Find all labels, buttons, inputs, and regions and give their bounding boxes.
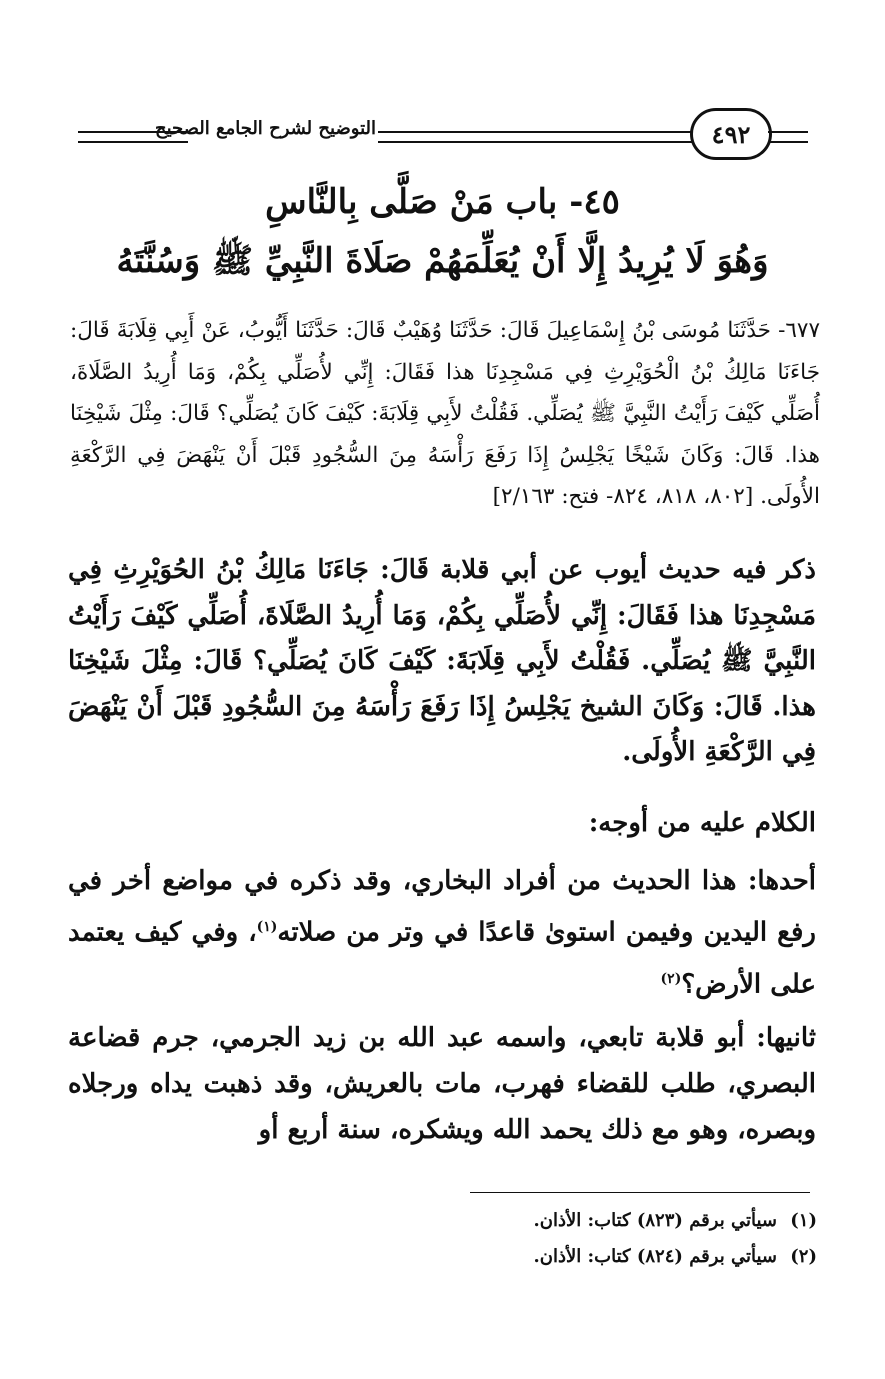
hadith-text: ٦٧٧- حَدَّثَنَا مُوسَى بْنُ إِسْمَاعِيلَ قَالَ: حَدَّثَنَا وُهَيْبٌ قَالَ: حَدَّثَنَا أَيُّوبُ، عَنْ أَبِي قِلَابَةَ قَالَ: جَاءَنَا مَالِكُ بْنُ الْحُوَيْرِثِ فِي مَسْجِدِنَا هذا فَقَالَ: إِنِّي لأُصَلِّي بِكُمْ، وَمَا أُرِيدُ الصَّلَاةَ، أُصَلِّي كَيْفَ رَأَيْتُ النَّبِيَّ ﷺ يُصَلِّي. فَقُلْتُ لأَبِي قِلَابَةَ: كَيْفَ كَانَ يُصَلِّي؟ قَالَ: مِثْلَ شَيْخِنَا هذا. قَالَ: وَكَانَ شَيْخًا يَجْلِسُ إِذَا رَفَعَ رَأْسَهُ مِنَ السُّجُودِ قَبْلَ أَنْ يَنْهَضَ فِي الرَّكْعَةِ الأُولَى. [٨٠٢، ٨١٨، ٨٢٤- فتح: ٢/١٦٣] (70, 318, 820, 509)
header-rule-right (768, 131, 808, 143)
page-number: ٤٩٢ (690, 108, 772, 160)
footnote-number: (٢) (790, 1246, 817, 1267)
paragraph-3-text: أحدها: هذا الحديث من أفراد البخاري، وقد ذكره في مواضع أخر في رفع اليدين وفيمن استوىٰ قاعدًا في وتر من صلاته (68, 866, 816, 948)
commentary-paragraph-2: الكلام عليه من أوجه: (588, 808, 816, 838)
footnote-ref-1[interactable]: (١) (256, 919, 278, 935)
footnote-item (397, 1239, 817, 1275)
footnote-text: سيأتي برقم (٨٢٤) كتاب: الأذان. (533, 1246, 777, 1267)
chapter-subtitle: وَهُوَ لَا يُرِيدُ إِلَّا أَنْ يُعَلِّمَهُمْ صَلَاةَ النَّبِيِّ ﷺ وَسُنَّتَهُ (116, 241, 769, 281)
running-title: التوضيح لشرح الجامع الصحيح (154, 118, 376, 139)
footnote-item (397, 1203, 817, 1239)
footnote-number: (١) (790, 1210, 817, 1231)
page-header (78, 108, 808, 160)
paragraph-3-continuation: ، وفي كيف يعتمد على الأرض؟ (68, 917, 816, 1000)
commentary-paragraph-1: ذكر فيه حديث أيوب عن أبي قلابة قَالَ: جَاءَنَا مَالِكُ بْنُ الحُوَيْرِثِ فِي مَسْجِدِنَا هذا فَقَالَ: إِنِّي لأُصَلِّي بِكُمْ، وَمَا أُرِيدُ الصَّلَاةَ، أُصَلِّي كَيْفَ رَأَيْتُ النَّبِيَّ ﷺ يُصَلِّي. فَقُلْتُ لأَبِي قِلَابَةَ: كَيْفَ كَانَ يُصَلِّي؟ قَالَ: مِثْلَ شَيْخِنَا هذا. قَالَ: وَكَانَ الشيخ يَجْلِسُ إِذَا رَفَعَ رَأْسَهُ مِنَ السُّجُودِ قَبْلَ أَنْ يَنْهَضَ فِي الرَّكْعَةِ الأُولَى. (68, 555, 816, 767)
commentary-paragraph-4: ثانيها: أبو قلابة تابعي، واسمه عبد الله بن زيد الجرمي، جرم قضاعة البصري، طلب للقضاء فهرب، مات بالعريش، وقد ذهبت يداه ورجلاه وبصره، وهو مع ذلك يحمد الله ويشكره، سنة أربع أو (68, 1023, 816, 1145)
chapter-title: ٤٥- باب مَنْ صَلَّى بِالنَّاسِ (265, 182, 620, 222)
footnote-text: سيأتي برقم (٨٢٣) كتاب: الأذان. (533, 1210, 777, 1231)
footnote-ref-2[interactable]: (٢) (660, 970, 682, 987)
footnotes (397, 1203, 817, 1275)
commentary-paragraph-3 (68, 858, 816, 1007)
footnote-separator (470, 1192, 810, 1193)
